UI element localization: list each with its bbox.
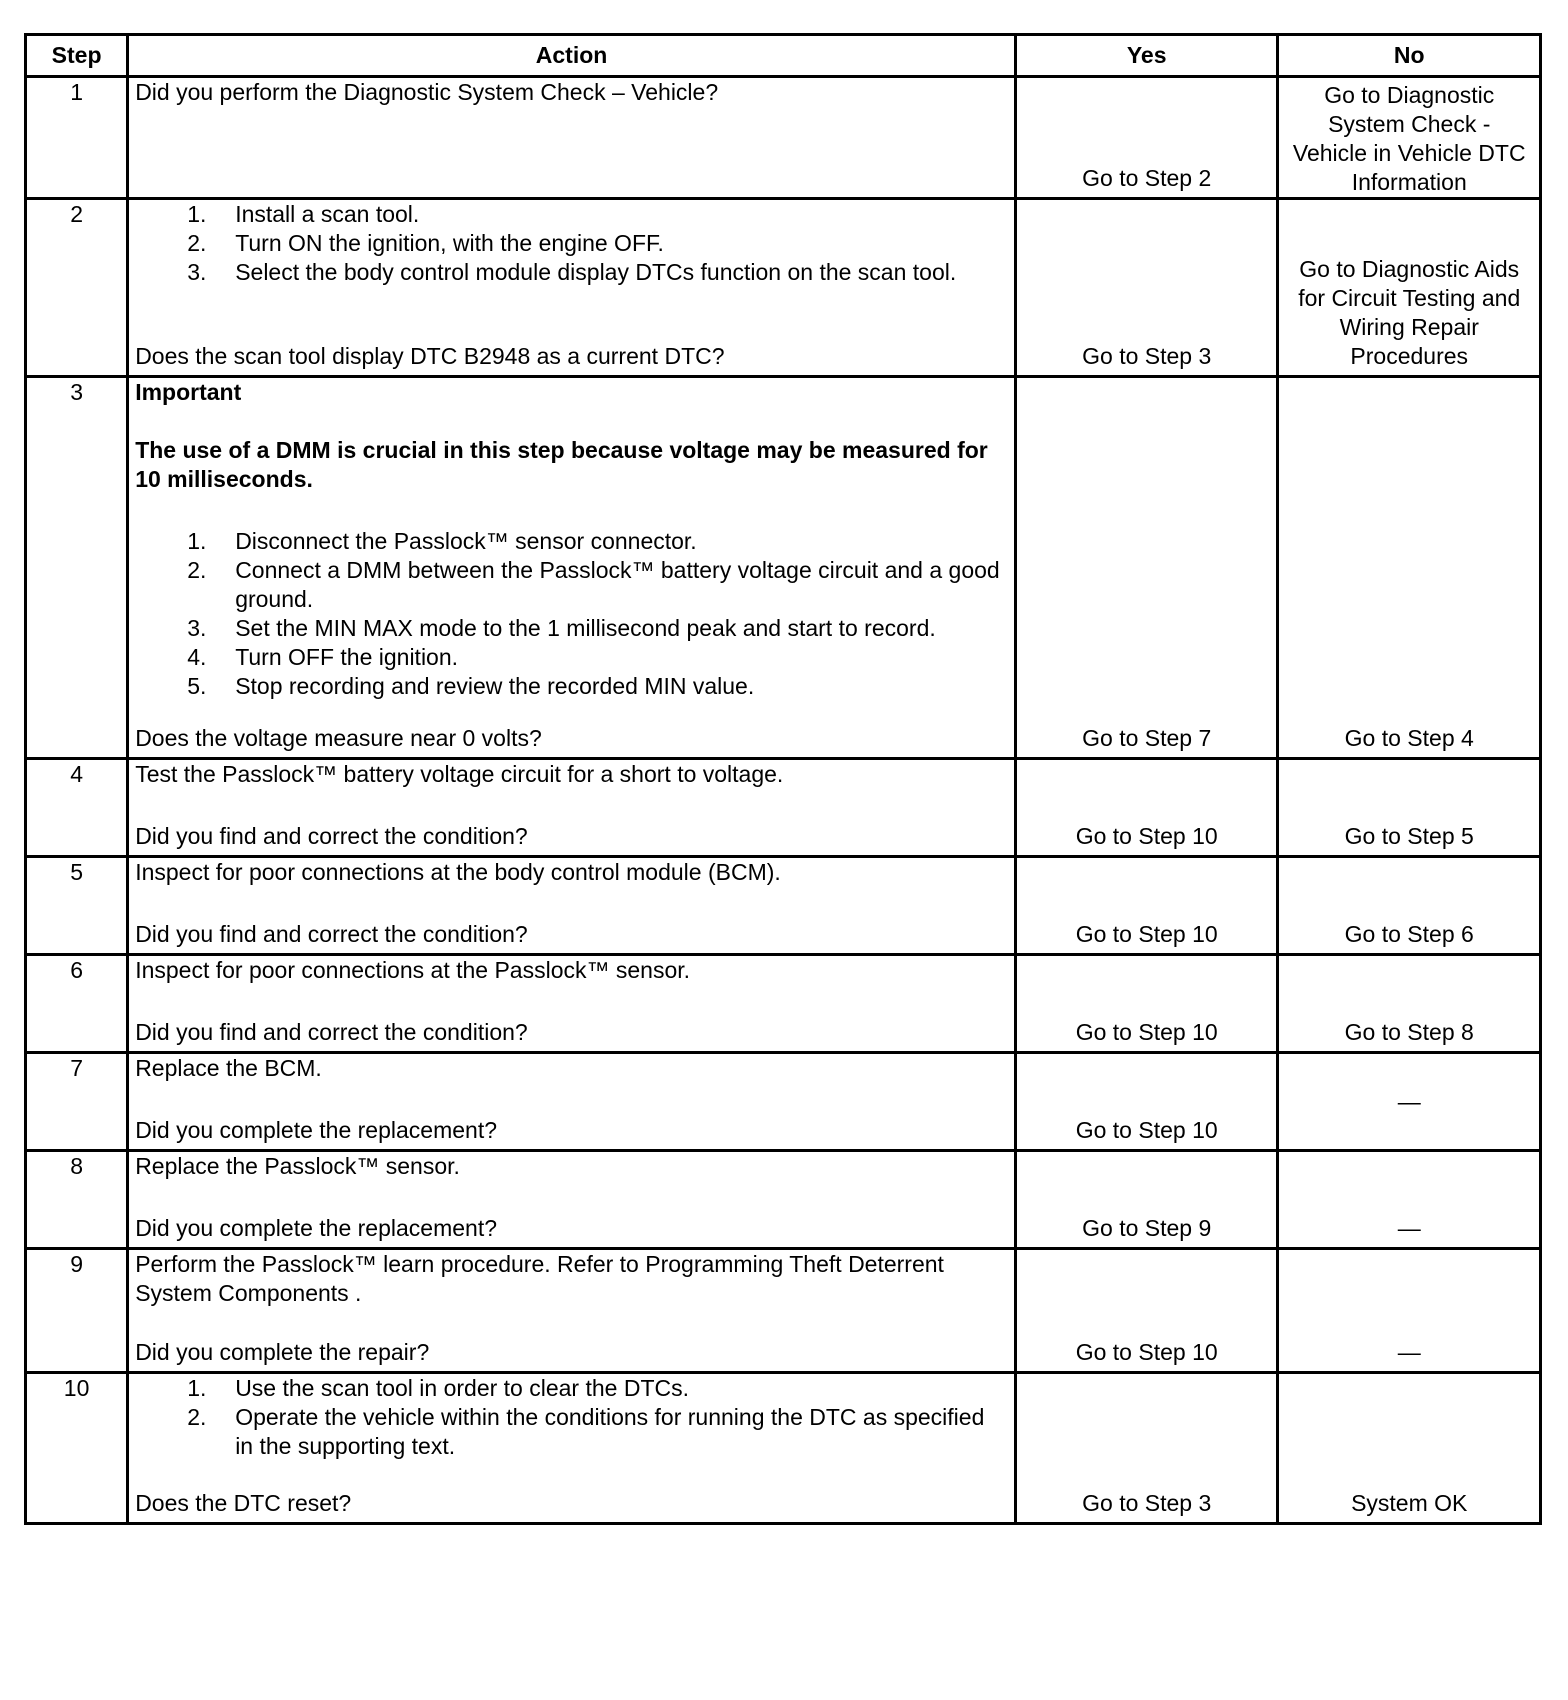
action-question: Did you complete the replacement?: [135, 1215, 497, 1241]
action-text: Replace the BCM.: [135, 1055, 322, 1081]
table-row: [26, 199, 1541, 377]
list-item: [135, 643, 1008, 672]
list-item: [135, 527, 1008, 556]
list-item-text: Turn ON the ignition, with the engine OFF.: [235, 230, 664, 256]
step-number: 2: [26, 199, 128, 377]
table-row: [26, 1151, 1541, 1249]
diagnostic-table: [24, 33, 1542, 1525]
list-item-number: 2.: [187, 557, 207, 583]
list-item-text: Set the MIN MAX mode to the 1 millisecond peak and start to record.: [235, 615, 936, 641]
no-text: —: [1397, 1215, 1421, 1241]
yes-cell: [1015, 377, 1278, 759]
list-item: [135, 229, 1008, 258]
yes-cell: [1015, 1151, 1278, 1249]
list-item: [135, 1403, 1008, 1461]
step-number: 9: [26, 1249, 128, 1373]
step-number: 1: [26, 77, 128, 199]
action-cell: [128, 1249, 1016, 1373]
list-item-number: 1.: [187, 528, 207, 554]
step-number: 3: [26, 377, 128, 759]
yes-text: Go to Step 7: [1082, 725, 1212, 751]
no-text: System OK: [1351, 1490, 1468, 1516]
list-item-text: Turn OFF the ignition.: [235, 644, 459, 670]
table-row: [26, 955, 1541, 1053]
yes-text: Go to Step 10: [1075, 1339, 1218, 1365]
list-item-number: 1.: [187, 1375, 207, 1401]
no-cell: [1278, 1373, 1541, 1524]
action-question: Does the scan tool display DTC B2948 as a current DTC?: [135, 343, 725, 369]
list-item-number: 5.: [187, 673, 207, 699]
table-row: [26, 1373, 1541, 1524]
list-item-number: 2.: [187, 1404, 207, 1430]
yes-cell: [1015, 759, 1278, 857]
important-note: The use of a DMM is crucial in this step because voltage may be measured for 10 milliseconds.: [135, 437, 988, 492]
table-row: [26, 1053, 1541, 1151]
list-item-text: Select the body control module display DTCs function on the scan tool.: [235, 259, 957, 285]
yes-text: Go to Step 10: [1075, 1117, 1218, 1143]
no-cell: [1278, 955, 1541, 1053]
action-text: Perform the Passlock™ learn procedure. Refer to Programming Theft Deterrent System Components .: [135, 1251, 944, 1306]
table-row: [26, 377, 1541, 759]
table-row: [26, 759, 1541, 857]
yes-cell: [1015, 1373, 1278, 1524]
no-cell: [1278, 1053, 1541, 1151]
list-item-text: Operate the vehicle within the conditions for running the DTC as specified in the supporting text.: [235, 1404, 985, 1459]
list-item-number: 4.: [187, 644, 207, 670]
action-question: Did you complete the replacement?: [135, 1117, 497, 1143]
list-item-text: Stop recording and review the recorded MIN value.: [235, 673, 755, 699]
list-item-text: Use the scan tool in order to clear the DTCs.: [235, 1375, 689, 1401]
action-cell: [128, 1373, 1016, 1524]
no-text: —: [1397, 1339, 1421, 1365]
action-text: Inspect for poor connections at the body control module (BCM).: [135, 859, 781, 885]
action-steps-list: [135, 200, 1008, 287]
action-question: Did you complete the repair?: [135, 1339, 430, 1365]
no-text: Go to Step 6: [1344, 921, 1474, 947]
list-item-text: Connect a DMM between the Passlock™ battery voltage circuit and a good ground.: [235, 557, 1000, 612]
yes-text: Go to Step 3: [1082, 1490, 1212, 1516]
table-row: [26, 1249, 1541, 1373]
no-text: Go to Diagnostic System Check - Vehicle in Vehicle DTC Information: [1292, 82, 1526, 195]
no-text: Go to Step 5: [1344, 823, 1474, 849]
important-title: Important: [135, 379, 242, 405]
no-cell: [1278, 199, 1541, 377]
step-number: 7: [26, 1053, 128, 1151]
list-item-number: 1.: [187, 201, 207, 227]
action-text: Replace the Passlock™ sensor.: [135, 1153, 460, 1179]
action-question: Does the DTC reset?: [135, 1490, 352, 1516]
header-yes: Yes: [1015, 35, 1278, 77]
no-cell: [1278, 759, 1541, 857]
step-number: 5: [26, 857, 128, 955]
step-number: 6: [26, 955, 128, 1053]
action-text: Did you perform the Diagnostic System Check – Vehicle?: [135, 79, 719, 105]
step-number: 8: [26, 1151, 128, 1249]
yes-text: Go to Step 9: [1082, 1215, 1212, 1241]
step-number: 4: [26, 759, 128, 857]
no-cell: [1278, 377, 1541, 759]
action-question: Did you find and correct the condition?: [135, 1019, 528, 1045]
list-item-number: 3.: [187, 259, 207, 285]
list-item: [135, 556, 1008, 614]
no-cell: [1278, 1151, 1541, 1249]
table-row: [26, 77, 1541, 199]
yes-cell: [1015, 1053, 1278, 1151]
yes-text: Go to Step 10: [1075, 823, 1218, 849]
list-item: [135, 614, 1008, 643]
step-number: 10: [26, 1373, 128, 1524]
list-item: [135, 672, 1008, 701]
yes-text: Go to Step 10: [1075, 921, 1218, 947]
no-text: Go to Diagnostic Aids for Circuit Testing and Wiring Repair Procedures: [1298, 256, 1521, 369]
action-question: Did you find and correct the condition?: [135, 921, 528, 947]
list-item-text: Install a scan tool.: [235, 201, 420, 227]
yes-cell: [1015, 77, 1278, 199]
no-cell: [1278, 77, 1541, 199]
yes-text: Go to Step 3: [1082, 343, 1212, 369]
list-item-text: Disconnect the Passlock™ sensor connector.: [235, 528, 697, 554]
yes-cell: [1015, 857, 1278, 955]
action-cell: [128, 377, 1016, 759]
no-text: —: [1397, 1088, 1421, 1114]
no-text: Go to Step 8: [1344, 1019, 1474, 1045]
no-cell: [1278, 1249, 1541, 1373]
yes-cell: [1015, 199, 1278, 377]
yes-cell: [1015, 1249, 1278, 1373]
table-row: [26, 857, 1541, 955]
action-text: Test the Passlock™ battery voltage circuit for a short to voltage.: [135, 761, 784, 787]
action-steps-list: [135, 527, 1008, 701]
action-cell: [128, 759, 1016, 857]
list-item-number: 2.: [187, 230, 207, 256]
list-item: [135, 1374, 1008, 1403]
header-no: No: [1278, 35, 1541, 77]
yes-text: Go to Step 2: [1082, 165, 1212, 191]
action-cell: [128, 1053, 1016, 1151]
yes-text: Go to Step 10: [1075, 1019, 1218, 1045]
action-question: Does the voltage measure near 0 volts?: [135, 725, 542, 751]
header-step: Step: [26, 35, 128, 77]
action-cell: [128, 77, 1016, 199]
action-steps-list: [135, 1374, 1008, 1461]
action-cell: [128, 857, 1016, 955]
action-cell: [128, 1151, 1016, 1249]
list-item: [135, 200, 1008, 229]
header-action: Action: [128, 35, 1016, 77]
list-item: [135, 258, 1008, 287]
action-cell: [128, 955, 1016, 1053]
no-text: Go to Step 4: [1344, 725, 1474, 751]
list-item-number: 3.: [187, 615, 207, 641]
action-question: Did you find and correct the condition?: [135, 823, 528, 849]
action-text: Inspect for poor connections at the Passlock™ sensor.: [135, 957, 691, 983]
no-cell: [1278, 857, 1541, 955]
yes-cell: [1015, 955, 1278, 1053]
header-row: [26, 35, 1541, 77]
action-cell: [128, 199, 1016, 377]
